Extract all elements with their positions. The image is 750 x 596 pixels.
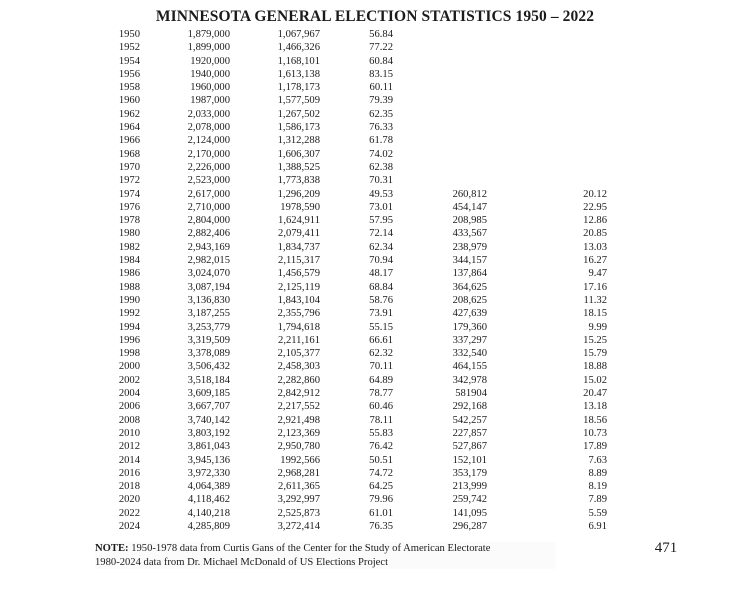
cell-primary-votes: [393, 108, 487, 121]
table-row: [0, 480, 750, 493]
cell-votes-cast: 1,606,307: [277, 148, 320, 160]
cell-votes-cast: 2,125,119: [278, 281, 320, 293]
cell-primary-votes: 179,360: [452, 321, 487, 333]
cell-votes-cast: 2,611,365: [278, 481, 320, 493]
cell-turnout-percent: 78.11: [369, 414, 393, 426]
cell-primary-percent: [487, 161, 607, 174]
cell-year: 2012: [118, 441, 140, 453]
cell-eligible-voters: 3,861,043: [187, 441, 230, 453]
cell-votes-cast: 1992,566: [280, 454, 320, 466]
cell-votes-cast: 2,842,912: [277, 388, 320, 400]
cell-year: 2016: [118, 467, 140, 479]
cell-primary-percent: [487, 55, 607, 68]
cell-turnout-percent: 72.14: [369, 228, 393, 240]
cell-turnout-percent: 73.91: [369, 308, 393, 320]
cell-primary-votes: 527,867: [452, 441, 487, 453]
cell-primary-percent: 17.16: [583, 281, 607, 293]
cell-primary-percent: 18.15: [583, 308, 607, 320]
cell-eligible-voters: 1920,000: [190, 55, 230, 67]
table-row: [0, 334, 750, 347]
cell-primary-percent: [487, 28, 607, 41]
table-row: [0, 467, 750, 480]
table-row: [0, 427, 750, 440]
cell-votes-cast: 2,458,303: [277, 361, 320, 373]
cell-year: 1976: [118, 201, 140, 213]
cell-year: 2024: [118, 520, 140, 532]
cell-primary-percent: 18.56: [583, 414, 607, 426]
cell-year: 1962: [118, 108, 140, 120]
cell-eligible-voters: 1,899,000: [187, 42, 230, 54]
cell-turnout-percent: 70.11: [369, 361, 393, 373]
cell-votes-cast: 2,105,377: [277, 348, 320, 360]
cell-eligible-voters: 4,140,218: [187, 507, 230, 519]
cell-eligible-voters: 3,187,255: [187, 308, 230, 320]
cell-turnout-percent: 60.84: [369, 55, 393, 67]
cell-votes-cast: 1,067,967: [277, 29, 320, 40]
cell-eligible-voters: 3,136,830: [187, 294, 230, 306]
cell-primary-percent: 16.27: [583, 255, 607, 267]
cell-votes-cast: 1,388,525: [277, 161, 320, 173]
cell-primary-votes: 296,287: [452, 520, 487, 532]
cell-year: 1966: [118, 135, 140, 147]
table-row: [0, 493, 750, 506]
cell-primary-percent: 7.89: [588, 494, 607, 506]
cell-primary-votes: 208,985: [452, 215, 487, 227]
cell-eligible-voters: 4,285,809: [187, 520, 230, 532]
footnote-label: NOTE:: [95, 543, 129, 554]
cell-votes-cast: 3,272,414: [277, 520, 320, 532]
cell-primary-percent: 9.99: [588, 321, 607, 333]
cell-year: 1986: [118, 268, 140, 280]
cell-eligible-voters: 1940,000: [190, 68, 230, 80]
cell-primary-percent: 5.59: [588, 507, 607, 519]
cell-year: 1960: [118, 95, 140, 107]
cell-primary-votes: 581904: [455, 388, 487, 400]
cell-primary-votes: 208,625: [452, 294, 487, 306]
cell-eligible-voters: 3,667,707: [187, 401, 230, 413]
cell-primary-votes: 332,540: [452, 348, 487, 360]
cell-turnout-percent: 64.25: [369, 481, 393, 493]
cell-eligible-voters: 2,804,000: [187, 215, 230, 227]
cell-votes-cast: 1,586,173: [277, 122, 320, 134]
table-row: [0, 241, 750, 254]
footnote-text-1: 1950-1978 data from Curtis Gans of the Center for the Study of American Electorate: [128, 543, 491, 554]
cell-turnout-percent: 62.38: [369, 161, 393, 173]
cell-primary-votes: [393, 94, 487, 107]
cell-primary-percent: 7.63: [588, 454, 607, 466]
cell-turnout-percent: 55.15: [369, 321, 393, 333]
cell-primary-percent: [487, 174, 607, 187]
table-row: [0, 134, 750, 147]
cell-primary-votes: [393, 161, 487, 174]
cell-primary-votes: 542,257: [452, 414, 487, 426]
cell-primary-votes: [393, 41, 487, 54]
cell-year: 2004: [118, 388, 140, 400]
cell-votes-cast: 2,968,281: [277, 467, 320, 479]
table-row: [0, 321, 750, 334]
cell-primary-votes: 344,157: [452, 255, 487, 267]
cell-votes-cast: 1,624,911: [278, 215, 320, 227]
cell-year: 1982: [118, 241, 140, 253]
cell-eligible-voters: 3,087,194: [187, 281, 230, 293]
cell-turnout-percent: 79.39: [369, 95, 393, 107]
cell-turnout-percent: 76.35: [369, 520, 393, 532]
cell-primary-percent: 18.88: [583, 361, 607, 373]
cell-year: 1952: [118, 42, 140, 54]
cell-votes-cast: 2,355,796: [277, 308, 320, 320]
cell-eligible-voters: 2,170,000: [187, 148, 230, 160]
cell-primary-votes: 427,639: [452, 308, 487, 320]
cell-year: 1996: [118, 334, 140, 346]
cell-turnout-percent: 60.11: [369, 82, 393, 94]
cell-primary-votes: [393, 55, 487, 68]
cell-turnout-percent: 76.33: [369, 122, 393, 134]
table-row: [0, 347, 750, 360]
cell-eligible-voters: 2,710,000: [187, 201, 230, 213]
cell-eligible-voters: 2,078,000: [187, 122, 230, 134]
cell-turnout-percent: 48.17: [369, 268, 393, 280]
cell-primary-percent: [487, 134, 607, 147]
cell-primary-percent: 22.95: [583, 201, 607, 213]
cell-votes-cast: 1,456,579: [277, 268, 320, 280]
cell-year: 1968: [118, 148, 140, 160]
cell-votes-cast: 1,613,138: [277, 68, 320, 80]
cell-primary-votes: [393, 174, 487, 187]
cell-eligible-voters: 2,124,000: [187, 135, 230, 147]
cell-year: 2014: [118, 454, 140, 466]
cell-turnout-percent: 56.84: [369, 29, 393, 40]
cell-primary-percent: 15.02: [583, 374, 607, 386]
cell-eligible-voters: 3,378,089: [187, 348, 230, 360]
cell-year: 2000: [118, 361, 140, 373]
cell-turnout-percent: 62.35: [369, 108, 393, 120]
cell-primary-votes: 454,147: [452, 201, 487, 213]
cell-eligible-voters: 3,972,330: [187, 467, 230, 479]
cell-primary-votes: [393, 148, 487, 161]
cell-turnout-percent: 77.22: [369, 42, 393, 54]
cell-year: 2020: [118, 494, 140, 506]
cell-turnout-percent: 62.32: [369, 348, 393, 360]
cell-turnout-percent: 62.34: [369, 241, 393, 253]
cell-votes-cast: 1,267,502: [277, 108, 320, 120]
cell-primary-votes: 238,979: [452, 241, 487, 253]
table-row: [0, 254, 750, 267]
table-row: [0, 68, 750, 81]
cell-primary-votes: 342,978: [452, 374, 487, 386]
cell-turnout-percent: 55.83: [369, 427, 393, 439]
cell-year: 1958: [118, 82, 140, 94]
cell-year: 2006: [118, 401, 140, 413]
cell-eligible-voters: 2,617,000: [187, 188, 230, 200]
cell-votes-cast: 1,834,737: [277, 241, 320, 253]
cell-eligible-voters: 2,982,015: [187, 255, 230, 267]
page-number: 471: [654, 540, 678, 556]
cell-year: 1954: [118, 55, 140, 67]
cell-eligible-voters: 1,879,000: [187, 29, 230, 40]
cell-turnout-percent: 64.89: [369, 374, 393, 386]
cell-primary-percent: 11.32: [583, 294, 607, 306]
cell-year: 2018: [118, 481, 140, 493]
cell-primary-votes: [393, 81, 487, 94]
cell-year: 1994: [118, 321, 140, 333]
cell-eligible-voters: 2,943,169: [187, 241, 230, 253]
cell-eligible-voters: 3,803,192: [187, 427, 230, 439]
cell-primary-votes: 260,812: [452, 188, 487, 200]
footnote: [95, 542, 555, 569]
cell-votes-cast: 2,217,552: [277, 401, 320, 413]
cell-turnout-percent: 73.01: [369, 201, 393, 213]
cell-votes-cast: 1,168,101: [277, 55, 320, 67]
cell-eligible-voters: 1960,000: [190, 82, 230, 94]
table-row: [0, 440, 750, 453]
cell-year: 1970: [118, 161, 140, 173]
cell-year: 1992: [118, 308, 140, 320]
cell-primary-percent: [487, 148, 607, 161]
cell-primary-percent: [487, 94, 607, 107]
cell-year: 1974: [118, 188, 140, 200]
table-row: [0, 214, 750, 227]
stats-table: [0, 28, 750, 533]
cell-eligible-voters: 2,226,000: [187, 161, 230, 173]
cell-votes-cast: 1,773,838: [277, 175, 320, 187]
table-row: [0, 307, 750, 320]
cell-turnout-percent: 68.84: [369, 281, 393, 293]
cell-votes-cast: 2,525,873: [277, 507, 320, 519]
table-row: [0, 28, 750, 41]
cell-primary-votes: [393, 68, 487, 81]
table-row: [0, 507, 750, 520]
cell-primary-percent: [487, 41, 607, 54]
cell-primary-votes: 259,742: [452, 494, 487, 506]
cell-votes-cast: 2,950,780: [277, 441, 320, 453]
cell-year: 1964: [118, 122, 140, 134]
table-row: [0, 281, 750, 294]
cell-turnout-percent: 50.51: [369, 454, 393, 466]
table-row: [0, 400, 750, 413]
cell-votes-cast: 1,312,288: [277, 135, 320, 147]
page-title: MINNESOTA GENERAL ELECTION STATISTICS 1950 – 2022: [155, 8, 595, 25]
cell-turnout-percent: 78.77: [369, 388, 393, 400]
cell-votes-cast: 1,466,326: [277, 42, 320, 54]
cell-primary-votes: 227,857: [452, 427, 487, 439]
cell-votes-cast: 2,123,369: [277, 427, 320, 439]
cell-primary-votes: 152,101: [452, 454, 487, 466]
cell-primary-percent: 15.79: [583, 348, 607, 360]
cell-year: 1990: [118, 294, 140, 306]
cell-turnout-percent: 76.42: [369, 441, 393, 453]
cell-votes-cast: 1,296,209: [277, 188, 320, 200]
table-row: [0, 374, 750, 387]
cell-primary-votes: [393, 121, 487, 134]
cell-primary-percent: 20.47: [583, 388, 607, 400]
cell-votes-cast: 2,921,498: [277, 414, 320, 426]
cell-turnout-percent: 57.95: [369, 215, 393, 227]
cell-year: 2010: [118, 427, 140, 439]
table-row: [0, 41, 750, 54]
cell-votes-cast: 2,079,411: [278, 228, 320, 240]
cell-turnout-percent: 61.78: [369, 135, 393, 147]
cell-year: 1980: [118, 228, 140, 240]
footnote-line-2: 1980-2024 data from Dr. Michael McDonald of US Elections Project: [95, 556, 389, 568]
cell-turnout-percent: 66.61: [369, 334, 393, 346]
cell-eligible-voters: 3,518,184: [187, 374, 230, 386]
cell-turnout-percent: 70.94: [369, 255, 393, 267]
cell-primary-percent: 13.18: [583, 401, 607, 413]
cell-primary-percent: 17.89: [583, 441, 607, 453]
cell-primary-votes: [393, 28, 487, 41]
cell-turnout-percent: 79.96: [369, 494, 393, 506]
cell-primary-votes: 464,155: [452, 361, 487, 373]
cell-primary-percent: 9.47: [588, 268, 607, 280]
table-row: [0, 201, 750, 214]
cell-primary-percent: 8.19: [588, 481, 607, 493]
cell-eligible-voters: 2,523,000: [187, 175, 230, 187]
cell-votes-cast: 3,292,997: [277, 494, 320, 506]
cell-eligible-voters: 3,945,136: [187, 454, 230, 466]
cell-votes-cast: 1,577,509: [277, 95, 320, 107]
table-row: [0, 55, 750, 68]
table-row: [0, 161, 750, 174]
table-row: [0, 108, 750, 121]
cell-votes-cast: 1978,590: [280, 201, 320, 213]
cell-eligible-voters: 2,882,406: [187, 228, 230, 240]
cell-year: 2002: [118, 374, 140, 386]
cell-primary-votes: 433,567: [452, 228, 487, 240]
cell-turnout-percent: 74.72: [369, 467, 393, 479]
table-row: [0, 294, 750, 307]
cell-eligible-voters: 3,506,432: [187, 361, 230, 373]
cell-primary-votes: 292,168: [452, 401, 487, 413]
table-row: [0, 227, 750, 240]
cell-votes-cast: 1,178,173: [277, 82, 320, 94]
cell-turnout-percent: 70.31: [369, 175, 393, 187]
table-row: [0, 94, 750, 107]
cell-primary-percent: 13.03: [583, 241, 607, 253]
cell-primary-votes: 364,625: [452, 281, 487, 293]
cell-year: 1972: [118, 175, 140, 187]
cell-year: 1998: [118, 348, 140, 360]
table-row: [0, 121, 750, 134]
cell-primary-votes: 213,999: [452, 481, 487, 493]
cell-eligible-voters: 4,064,389: [187, 481, 230, 493]
cell-turnout-percent: 60.46: [369, 401, 393, 413]
cell-year: 1984: [118, 255, 140, 267]
cell-turnout-percent: 61.01: [369, 507, 393, 519]
table-row: [0, 454, 750, 467]
cell-primary-percent: [487, 68, 607, 81]
cell-primary-percent: 20.12: [583, 188, 607, 200]
cell-eligible-voters: 3,024,070: [187, 268, 230, 280]
table-row: [0, 267, 750, 280]
table-row: [0, 81, 750, 94]
table-row: [0, 174, 750, 187]
cell-votes-cast: 2,282,860: [277, 374, 320, 386]
table-row: [0, 360, 750, 373]
cell-votes-cast: 2,211,161: [278, 334, 320, 346]
cell-eligible-voters: 3,253,779: [187, 321, 230, 333]
cell-votes-cast: 1,843,104: [277, 294, 320, 306]
cell-year: 1950: [118, 29, 140, 40]
cell-eligible-voters: 3,609,185: [187, 388, 230, 400]
cell-primary-votes: 141,095: [452, 507, 487, 519]
cell-year: 2008: [118, 414, 140, 426]
cell-primary-percent: 8.89: [588, 467, 607, 479]
cell-votes-cast: 2,115,317: [278, 255, 320, 267]
cell-turnout-percent: 58.76: [369, 294, 393, 306]
cell-year: 1978: [118, 215, 140, 227]
table-row: [0, 414, 750, 427]
cell-primary-votes: 353,179: [452, 467, 487, 479]
cell-eligible-voters: 1987,000: [190, 95, 230, 107]
cell-year: 1988: [118, 281, 140, 293]
cell-primary-votes: 337,297: [452, 334, 487, 346]
cell-primary-percent: 15.25: [583, 334, 607, 346]
table-row: [0, 148, 750, 161]
cell-primary-percent: 10.73: [583, 427, 607, 439]
cell-votes-cast: 1,794,618: [277, 321, 320, 333]
cell-year: 1956: [118, 68, 140, 80]
cell-year: 2022: [118, 507, 140, 519]
cell-primary-percent: [487, 108, 607, 121]
table-row: [0, 387, 750, 400]
cell-primary-votes: [393, 134, 487, 147]
cell-primary-percent: 12.86: [583, 215, 607, 227]
cell-turnout-percent: 49.53: [369, 188, 393, 200]
cell-eligible-voters: 2,033,000: [187, 108, 230, 120]
cell-primary-percent: 20.85: [583, 228, 607, 240]
cell-turnout-percent: 83.15: [369, 68, 393, 80]
cell-eligible-voters: 3,740,142: [187, 414, 230, 426]
cell-eligible-voters: 3,319,509: [187, 334, 230, 346]
cell-turnout-percent: 74.02: [369, 148, 393, 160]
table-row: [0, 520, 750, 533]
cell-primary-percent: 6.91: [588, 520, 607, 532]
footnote-line-1: [95, 542, 555, 556]
cell-eligible-voters: 4,118,462: [188, 494, 230, 506]
cell-primary-percent: [487, 121, 607, 134]
cell-primary-votes: 137,864: [452, 268, 487, 280]
cell-primary-percent: [487, 81, 607, 94]
table-row: [0, 188, 750, 201]
